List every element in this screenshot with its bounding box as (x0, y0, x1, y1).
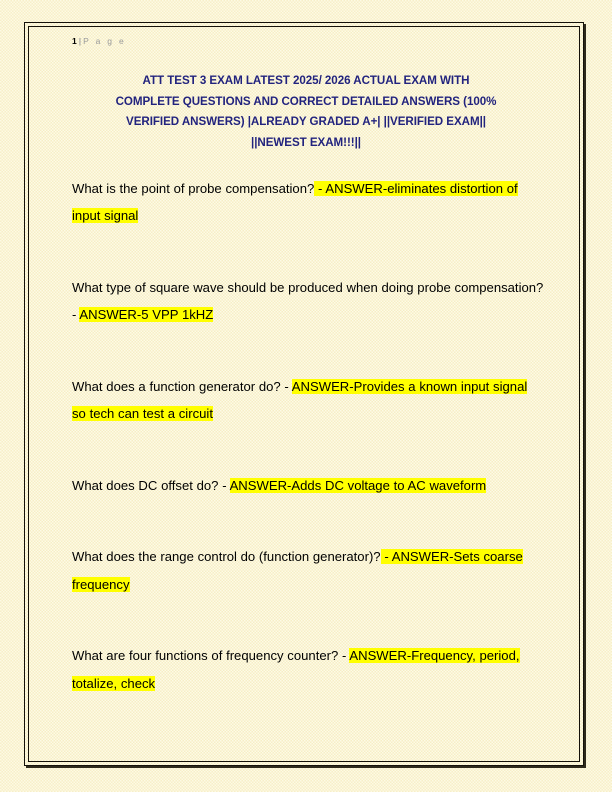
header-page-word: P a g e (83, 36, 127, 46)
question-text: What is the point of probe compensation? (72, 181, 315, 196)
page-title-line-2: COMPLETE QUESTIONS AND CORRECT DETAILED ANSWERS (100% (115, 94, 497, 108)
page-title-line-3: VERIFIED ANSWERS) |ALREADY GRADED A+| ||VERIFIED EXAM|| (126, 115, 486, 129)
header-page-number: 1 (72, 36, 77, 46)
document-content (25, 23, 585, 767)
answer-highlight: ANSWER-Frequency, period, totalize, check (72, 648, 520, 691)
running-header (72, 35, 126, 47)
page-title (69, 71, 543, 153)
question-text: What does the range control do (function generator)? (72, 549, 381, 565)
question-answer-list (72, 175, 544, 697)
question-text: What are four functions of frequency counter? - (72, 648, 350, 664)
qa-block (72, 642, 544, 696)
header-separator: | (78, 36, 82, 46)
question-text: What does DC offset do? - (72, 477, 230, 493)
page-title-line-4: ||NEWEST EXAM!!!|| (251, 135, 361, 149)
qa-block (72, 274, 544, 328)
qa-block (72, 373, 544, 427)
qa-block (72, 175, 544, 229)
answer-highlight: ANSWER-Adds DC voltage to AC waveform (229, 477, 487, 493)
qa-block (72, 543, 544, 597)
qa-block (72, 472, 544, 499)
answer-highlight: - ANSWER-eliminates distortion of input signal (72, 181, 518, 224)
page-title-line-1: ATT TEST 3 EXAM LATEST 2025/ 2026 ACTUAL EXAM WITH (142, 74, 470, 87)
question-text: What type of square wave should be produced when doing probe compensation? - (72, 279, 544, 323)
answer-highlight: - ANSWER-Sets coarse frequency (72, 549, 523, 592)
page-border-frame (24, 22, 584, 766)
answer-highlight: ANSWER-Provides a known input signal so tech can test a circuit (72, 378, 528, 422)
question-text: What does a function generator do? - (72, 378, 292, 394)
answer-highlight: ANSWER-5 VPP 1kHZ (79, 307, 214, 323)
